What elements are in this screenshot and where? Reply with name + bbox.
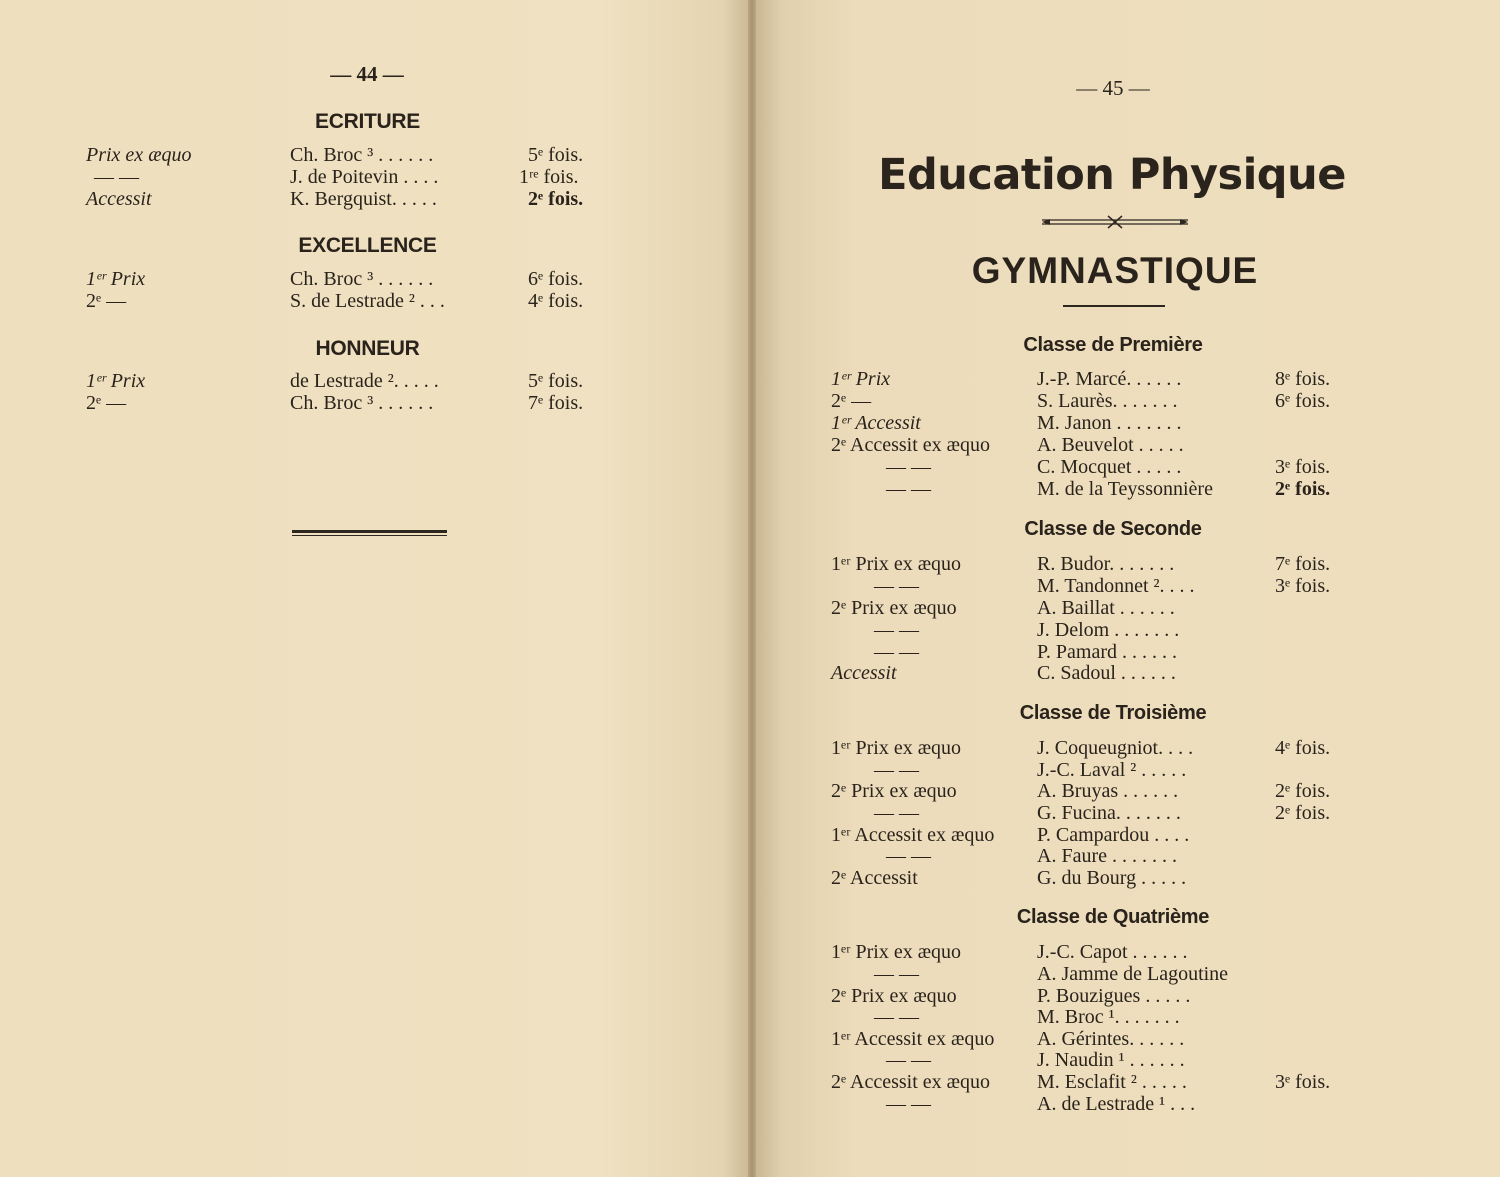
- prize-label: 2ᵉ —: [86, 392, 127, 414]
- table-row: [752, 641, 1500, 663]
- prize-label: — —: [886, 1093, 931, 1115]
- class-heading-seconde: Classe de Seconde: [1024, 518, 1202, 540]
- table-row: [752, 434, 1500, 456]
- prize-label: — —: [94, 166, 139, 188]
- student-name: K. Bergquist. . . . .: [290, 188, 437, 210]
- student-name: M. Tandonnet ². . . .: [1037, 575, 1195, 597]
- prize-label: Accessit: [831, 662, 897, 684]
- table-row: [752, 575, 1500, 597]
- student-name: Ch. Broc ³ . . . . . .: [290, 392, 434, 414]
- student-name: R. Budor. . . . . . .: [1037, 553, 1175, 575]
- prize-label: 2ᵉ Prix ex æquo: [831, 597, 957, 619]
- student-name: Ch. Broc ³ . . . . . .: [290, 144, 434, 166]
- table-row: [752, 390, 1500, 412]
- times-count: 6ᵉ fois.: [528, 268, 584, 290]
- times-count: 2ᵉ fois.: [1275, 478, 1331, 500]
- table-row: [752, 478, 1500, 500]
- table-row: [752, 619, 1500, 641]
- prize-label: 1ᵉʳ Accessit ex æquo: [831, 1028, 995, 1050]
- prize-label: 1ᵉʳ Prix: [86, 370, 146, 392]
- student-name: A. Faure . . . . . . .: [1037, 845, 1177, 867]
- table-row: [752, 553, 1500, 575]
- times-count: 1ʳᵉ fois.: [519, 166, 579, 188]
- student-name: J.-C. Laval ² . . . . .: [1037, 759, 1187, 781]
- section-heading-ecriture: ECRITURE: [315, 110, 420, 133]
- table-row: [752, 456, 1500, 478]
- table-row: [752, 1006, 1500, 1028]
- times-count: 2ᵉ fois.: [528, 188, 584, 210]
- prize-label: 2ᵉ —: [831, 390, 872, 412]
- table-row: [752, 1028, 1500, 1050]
- prize-label: — —: [874, 575, 919, 597]
- table-row: [752, 780, 1500, 802]
- times-count: 8ᵉ fois.: [1275, 368, 1331, 390]
- student-name: M. Esclafit ² . . . . .: [1037, 1071, 1187, 1093]
- times-count: 3ᵉ fois.: [1275, 456, 1331, 478]
- prize-label: Prix ex æquo: [86, 144, 192, 166]
- prize-label: 1ᵉʳ Prix: [831, 368, 891, 390]
- prize-label: 1ᵉʳ Prix ex æquo: [831, 941, 962, 963]
- table-row: [0, 188, 752, 210]
- student-name: P. Pamard . . . . . .: [1037, 641, 1177, 663]
- class-heading-quatrieme: Classe de Quatrième: [1016, 906, 1210, 928]
- student-name: G. Fucina. . . . . . .: [1037, 802, 1181, 824]
- prize-label: 2ᵉ —: [86, 290, 127, 312]
- prize-label: — —: [886, 845, 931, 867]
- student-name: M. Janon . . . . . . .: [1037, 412, 1182, 434]
- times-count: 2ᵉ fois.: [1275, 780, 1331, 802]
- class-heading-troisieme: Classe de Troisième: [1019, 702, 1207, 724]
- section-heading-excellence: EXCELLENCE: [298, 234, 437, 257]
- table-row: [752, 1093, 1500, 1115]
- times-count: 2ᵉ fois.: [1275, 802, 1331, 824]
- table-row: [752, 985, 1500, 1007]
- prize-label: 1ᵉʳ Prix ex æquo: [831, 737, 962, 759]
- table-row: [752, 759, 1500, 781]
- table-row: [752, 368, 1500, 390]
- table-row: [752, 802, 1500, 824]
- table-row: [0, 370, 752, 392]
- table-row: [752, 845, 1500, 867]
- student-name: A. Beuvelot . . . . .: [1037, 434, 1184, 456]
- student-name: J.-C. Capot . . . . . .: [1037, 941, 1188, 963]
- page-number-right: — 45 —: [1076, 76, 1150, 100]
- student-name: J. Coqueugniot. . . .: [1037, 737, 1194, 759]
- student-name: S. Laurès. . . . . . .: [1037, 390, 1178, 412]
- times-count: 7ᵉ fois.: [528, 392, 584, 414]
- student-name: M. de la Teyssonnière: [1037, 478, 1213, 500]
- section-heading-honneur: HONNEUR: [315, 337, 420, 360]
- page-title: Education Physique: [878, 150, 1346, 200]
- table-row: [752, 941, 1500, 963]
- times-count: 6ᵉ fois.: [1275, 390, 1331, 412]
- prize-label: 2ᵉ Accessit: [831, 867, 918, 889]
- table-row: [752, 737, 1500, 759]
- end-rule-thin: [292, 535, 447, 536]
- student-name: J. Naudin ¹ . . . . . .: [1037, 1049, 1185, 1071]
- prize-label: 2ᵉ Accessit ex æquo: [831, 434, 990, 456]
- table-row: [752, 963, 1500, 985]
- times-count: 3ᵉ fois.: [1275, 1071, 1331, 1093]
- prize-label: Accessit: [86, 188, 152, 210]
- prize-label: — —: [874, 619, 919, 641]
- ornament-divider: [1040, 213, 1190, 233]
- prize-label: 1ᵉʳ Prix ex æquo: [831, 553, 962, 575]
- table-row: [752, 662, 1500, 684]
- student-name: J. de Poitevin . . . .: [290, 166, 439, 188]
- table-row: [0, 166, 752, 188]
- prize-label: — —: [874, 759, 919, 781]
- times-count: 7ᵉ fois.: [1275, 553, 1331, 575]
- student-name: J. Delom . . . . . . .: [1037, 619, 1180, 641]
- prize-label: — —: [874, 963, 919, 985]
- table-row: [752, 867, 1500, 889]
- prize-label: — —: [874, 641, 919, 663]
- student-name: A. Gérintes. . . . . .: [1037, 1028, 1185, 1050]
- table-row: [752, 824, 1500, 846]
- student-name: S. de Lestrade ² . . .: [290, 290, 445, 312]
- student-name: C. Sadoul . . . . . .: [1037, 662, 1176, 684]
- times-count: 4ᵉ fois.: [528, 290, 584, 312]
- prize-label: — —: [874, 802, 919, 824]
- prize-label: — —: [886, 1049, 931, 1071]
- table-row: [0, 290, 752, 312]
- student-name: de Lestrade ². . . . .: [290, 370, 439, 392]
- title-underline: [1063, 305, 1165, 307]
- prize-label: 1ᵉʳ Accessit ex æquo: [831, 824, 995, 846]
- student-name: Ch. Broc ³ . . . . . .: [290, 268, 434, 290]
- prize-label: 2ᵉ Accessit ex æquo: [831, 1071, 990, 1093]
- student-name: A. Baillat . . . . . .: [1037, 597, 1175, 619]
- times-count: 4ᵉ fois.: [1275, 737, 1331, 759]
- student-name: A. Bruyas . . . . . .: [1037, 780, 1179, 802]
- table-row: [0, 144, 752, 166]
- student-name: J.-P. Marcé. . . . . .: [1037, 368, 1182, 390]
- times-count: 5ᵉ fois.: [528, 144, 584, 166]
- times-count: 3ᵉ fois.: [1275, 575, 1331, 597]
- prize-label: 2ᵉ Prix ex æquo: [831, 985, 957, 1007]
- table-row: [752, 597, 1500, 619]
- class-heading-premiere: Classe de Première: [1023, 334, 1203, 356]
- table-row: [752, 412, 1500, 434]
- prize-label: — —: [886, 478, 931, 500]
- student-name: M. Broc ¹. . . . . . .: [1037, 1006, 1180, 1028]
- student-name: C. Mocquet . . . . .: [1037, 456, 1182, 478]
- student-name: P. Campardou . . . .: [1037, 824, 1190, 846]
- student-name: A. de Lestrade ¹ . . .: [1037, 1093, 1196, 1115]
- student-name: A. Jamme de Lagoutine: [1037, 963, 1229, 985]
- prize-label: — —: [886, 456, 931, 478]
- page-number-left: — 44 —: [330, 62, 404, 86]
- table-row: [752, 1049, 1500, 1071]
- times-count: 5ᵉ fois.: [528, 370, 584, 392]
- table-row: [752, 1071, 1500, 1093]
- section-title-gymnastique: GYMNASTIQUE: [971, 250, 1259, 291]
- prize-label: 2ᵉ Prix ex æquo: [831, 780, 957, 802]
- prize-label: 1ᵉʳ Prix: [86, 268, 146, 290]
- student-name: G. du Bourg . . . . .: [1037, 867, 1187, 889]
- table-row: [0, 268, 752, 290]
- table-row: [0, 392, 752, 414]
- prize-label: 1ᵉʳ Accessit: [831, 412, 921, 434]
- end-rule: [292, 530, 447, 533]
- prize-label: — —: [874, 1006, 919, 1028]
- student-name: P. Bouzigues . . . . .: [1037, 985, 1191, 1007]
